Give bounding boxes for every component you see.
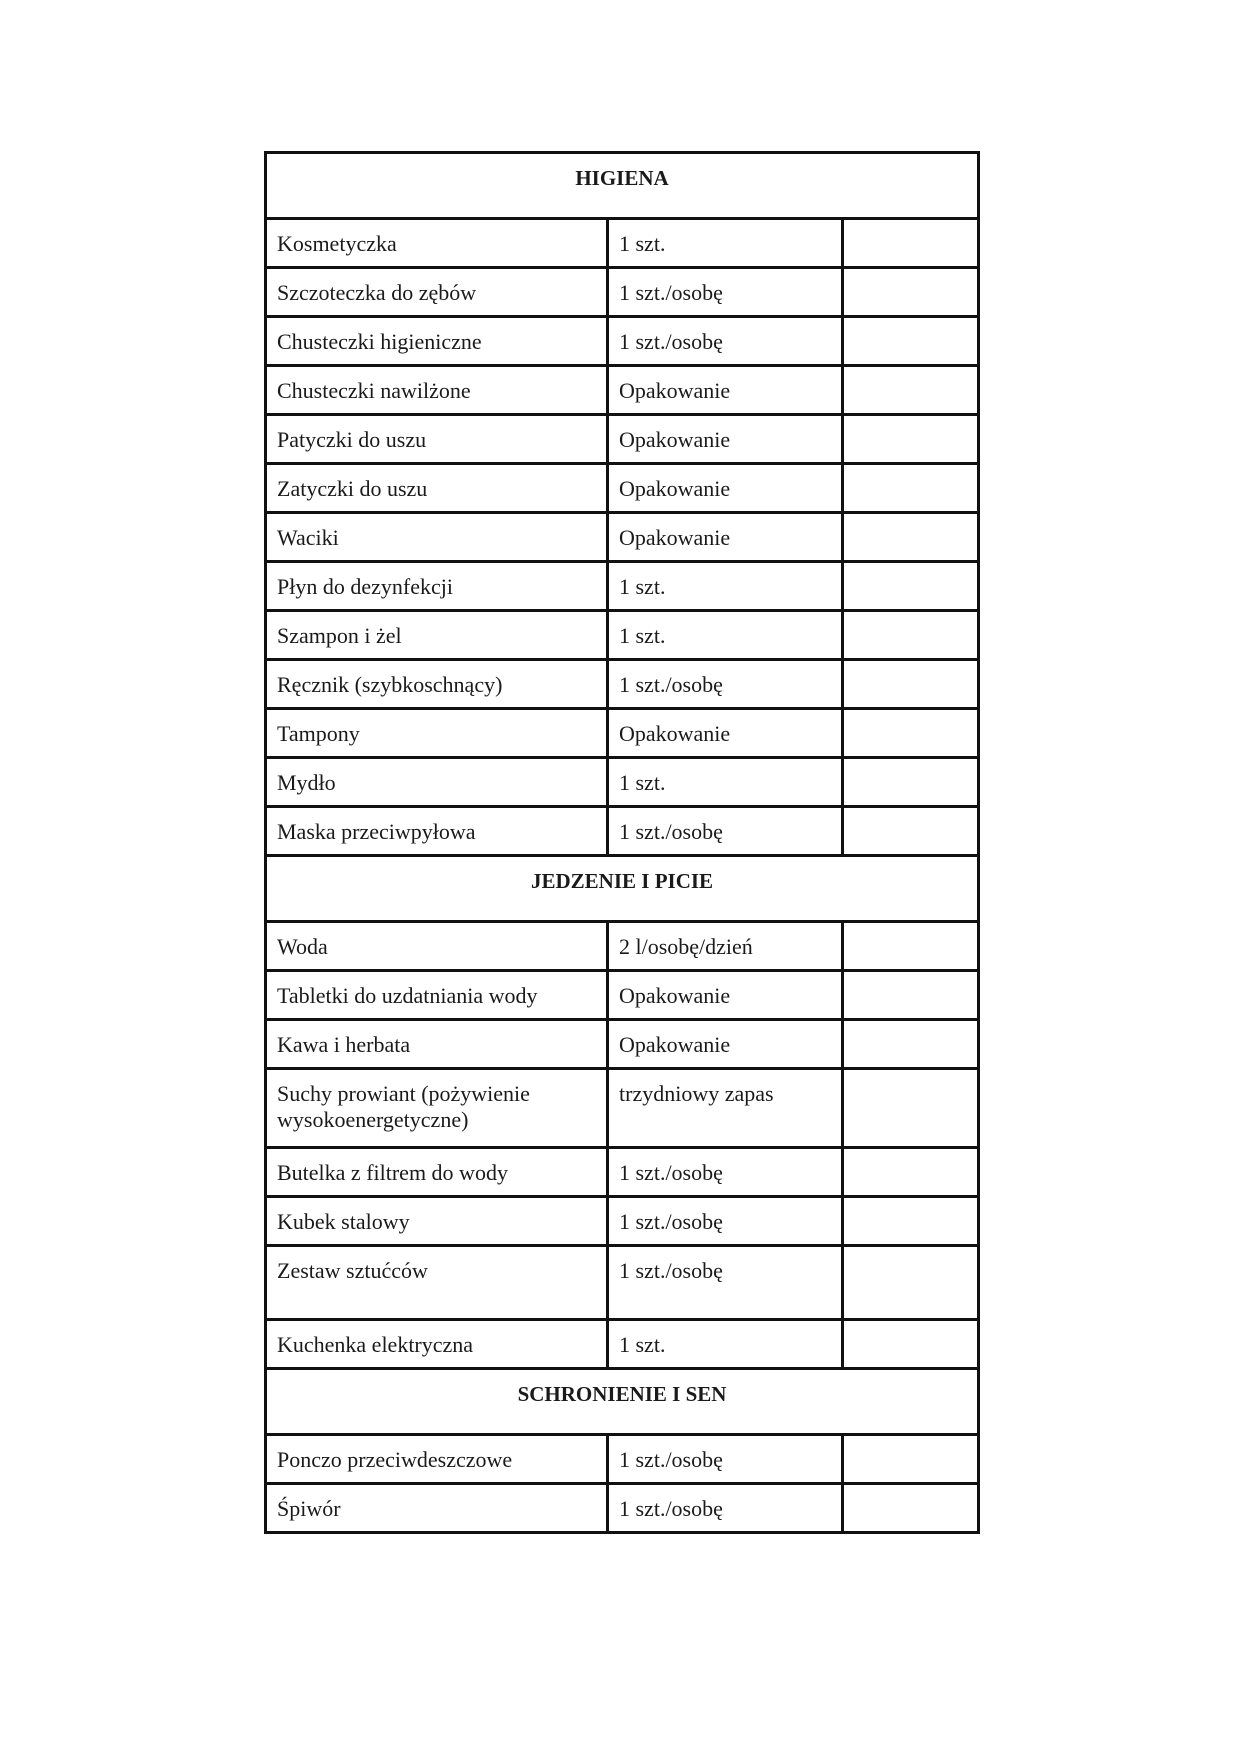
item-quantity: 1 szt. — [608, 758, 843, 807]
checklist-row — [266, 366, 979, 415]
checklist-row — [266, 971, 979, 1020]
check-box-cell[interactable] — [843, 513, 979, 562]
item-name: Chusteczki nawilżone — [266, 366, 608, 415]
checklist-row — [266, 268, 979, 317]
item-name: Waciki — [266, 513, 608, 562]
check-box-cell[interactable] — [843, 219, 979, 268]
item-quantity: trzydniowy zapas — [608, 1069, 843, 1148]
check-box-cell[interactable] — [843, 1069, 979, 1148]
check-box-cell[interactable] — [843, 464, 979, 513]
item-name: Ponczo przeciwdeszczowe — [266, 1435, 608, 1484]
checklist-row — [266, 1246, 979, 1320]
checklist-row — [266, 1197, 979, 1246]
item-name: Kubek stalowy — [266, 1197, 608, 1246]
item-name: Ręcznik (szybkoschnący) — [266, 660, 608, 709]
item-quantity: Opakowanie — [608, 464, 843, 513]
item-quantity: 1 szt./osobę — [608, 1148, 843, 1197]
item-name: Chusteczki higieniczne — [266, 317, 608, 366]
checklist-row — [266, 709, 979, 758]
checklist-row — [266, 1484, 979, 1533]
section-header-higiena — [266, 153, 979, 219]
check-box-cell[interactable] — [843, 562, 979, 611]
checklist-row — [266, 1435, 979, 1484]
section-title: SCHRONIENIE I SEN — [266, 1369, 979, 1435]
check-box-cell[interactable] — [843, 1320, 979, 1369]
checklist-row — [266, 1320, 979, 1369]
item-quantity: 1 szt./osobę — [608, 1197, 843, 1246]
section-title: JEDZENIE I PICIE — [266, 856, 979, 922]
check-box-cell[interactable] — [843, 758, 979, 807]
check-box-cell[interactable] — [843, 268, 979, 317]
item-quantity: 1 szt. — [608, 1320, 843, 1369]
checklist-row — [266, 513, 979, 562]
check-box-cell[interactable] — [843, 366, 979, 415]
checklist-row — [266, 922, 979, 971]
item-quantity: Opakowanie — [608, 971, 843, 1020]
item-name: Kawa i herbata — [266, 1020, 608, 1069]
item-name: Woda — [266, 922, 608, 971]
item-name: Zestaw sztućców — [266, 1246, 608, 1320]
check-box-cell[interactable] — [843, 611, 979, 660]
item-name: Suchy prowiant (pożywienie wysokoenergetyczne) — [266, 1069, 608, 1148]
item-quantity: 1 szt./osobę — [608, 807, 843, 856]
item-quantity: Opakowanie — [608, 709, 843, 758]
item-name: Kosmetyczka — [266, 219, 608, 268]
check-box-cell[interactable] — [843, 1435, 979, 1484]
checklist-row — [266, 611, 979, 660]
item-quantity: 1 szt./osobę — [608, 317, 843, 366]
check-box-cell[interactable] — [843, 709, 979, 758]
item-name: Szczoteczka do zębów — [266, 268, 608, 317]
checklist-row — [266, 660, 979, 709]
item-quantity: Opakowanie — [608, 366, 843, 415]
item-quantity: 1 szt./osobę — [608, 268, 843, 317]
item-name: Śpiwór — [266, 1484, 608, 1533]
check-box-cell[interactable] — [843, 807, 979, 856]
item-name: Butelka z filtrem do wody — [266, 1148, 608, 1197]
item-quantity: Opakowanie — [608, 1020, 843, 1069]
checklist-row — [266, 464, 979, 513]
item-quantity: Opakowanie — [608, 513, 843, 562]
checklist-body — [266, 153, 979, 1533]
checklist-row — [266, 317, 979, 366]
item-quantity: 1 szt. — [608, 611, 843, 660]
item-quantity: 1 szt./osobę — [608, 660, 843, 709]
check-box-cell[interactable] — [843, 922, 979, 971]
item-quantity: 1 szt./osobę — [608, 1484, 843, 1533]
check-box-cell[interactable] — [843, 415, 979, 464]
item-name: Kuchenka elektryczna — [266, 1320, 608, 1369]
item-name: Mydło — [266, 758, 608, 807]
item-quantity: 1 szt./osobę — [608, 1246, 843, 1320]
item-name: Zatyczki do uszu — [266, 464, 608, 513]
check-box-cell[interactable] — [843, 1148, 979, 1197]
item-quantity: 1 szt./osobę — [608, 1435, 843, 1484]
item-name: Tampony — [266, 709, 608, 758]
check-box-cell[interactable] — [843, 971, 979, 1020]
checklist-row — [266, 562, 979, 611]
check-box-cell[interactable] — [843, 1020, 979, 1069]
item-name: Płyn do dezynfekcji — [266, 562, 608, 611]
item-quantity: 2 l/osobę/dzień — [608, 922, 843, 971]
checklist-row — [266, 1069, 979, 1148]
check-box-cell[interactable] — [843, 660, 979, 709]
checklist-row — [266, 1148, 979, 1197]
check-box-cell[interactable] — [843, 317, 979, 366]
section-title: HIGIENA — [266, 153, 979, 219]
item-quantity: 1 szt. — [608, 219, 843, 268]
item-quantity: 1 szt. — [608, 562, 843, 611]
item-name: Patyczki do uszu — [266, 415, 608, 464]
check-box-cell[interactable] — [843, 1197, 979, 1246]
checklist-row — [266, 758, 979, 807]
item-name: Szampon i żel — [266, 611, 608, 660]
checklist-row — [266, 415, 979, 464]
item-name: Maska przeciwpyłowa — [266, 807, 608, 856]
item-quantity: Opakowanie — [608, 415, 843, 464]
checklist-row — [266, 807, 979, 856]
checklist-row — [266, 219, 979, 268]
check-box-cell[interactable] — [843, 1246, 979, 1320]
item-name: Tabletki do uzdatniania wody — [266, 971, 608, 1020]
checklist-row — [266, 1020, 979, 1069]
check-box-cell[interactable] — [843, 1484, 979, 1533]
packing-checklist-table — [264, 151, 980, 1534]
section-header-schronienie-i-sen — [266, 1369, 979, 1435]
section-header-jedzenie-i-picie — [266, 856, 979, 922]
